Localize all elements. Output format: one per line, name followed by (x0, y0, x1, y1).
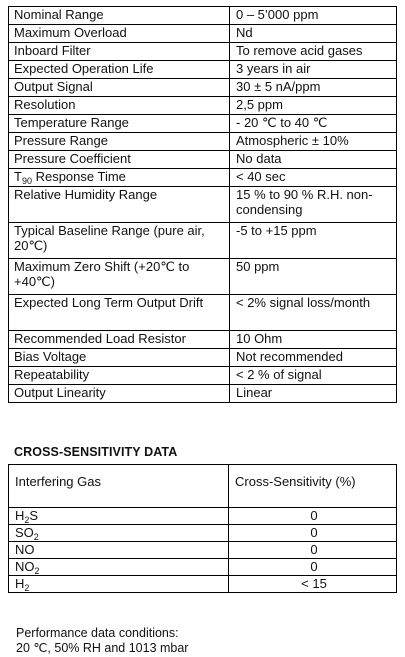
spec-label: Relative Humidity Range (9, 187, 230, 223)
spec-row (9, 7, 397, 25)
gas-formula: SO (15, 525, 34, 540)
spec-row (9, 61, 397, 79)
header-cross-sensitivity: Cross-Sensitivity (%) (229, 465, 397, 508)
spec-label-subscript: 90 (21, 176, 32, 186)
spec-label: Inboard Filter (9, 43, 230, 61)
spec-row (9, 259, 397, 295)
spec-label: Recommended Load Resistor (9, 331, 230, 349)
spec-value: No data (230, 151, 397, 169)
gas-formula: NO (15, 559, 35, 574)
notes-line-2: 20 ℃, 50% RH and 1013 mbar (16, 641, 189, 655)
spec-value: - 20 ℃ to 40 ℃ (230, 115, 397, 133)
spec-value: < 2 % of signal (230, 367, 397, 385)
spec-row (9, 43, 397, 61)
spec-value: 50 ppm (230, 259, 397, 295)
spec-label: Expected Long Term Output Drift (9, 295, 230, 331)
spec-row (9, 367, 397, 385)
gas-subscript: 2 (24, 583, 30, 593)
spec-label: Pressure Range (9, 133, 230, 151)
spec-row (9, 25, 397, 43)
spec-row (9, 97, 397, 115)
spec-label: Pressure Coefficient (9, 151, 230, 169)
spec-value: To remove acid gases (230, 43, 397, 61)
spec-label: Nominal Range (9, 7, 230, 25)
spec-label (9, 169, 230, 187)
cross-sensitivity-value: < 15 (229, 576, 397, 593)
spec-value: 2,5 ppm (230, 97, 397, 115)
spec-label-main: T (14, 169, 22, 184)
gas-subscript: 2 (33, 532, 39, 542)
spec-row (9, 169, 397, 187)
spec-label: Bias Voltage (9, 349, 230, 367)
cross-sensitivity-value: 0 (229, 508, 397, 525)
notes-line-1: Performance data conditions: (16, 626, 179, 640)
spec-row (9, 151, 397, 169)
spec-row (9, 349, 397, 367)
spec-value: 3 years in air (230, 61, 397, 79)
cross-sensitivity-value: 0 (229, 542, 397, 559)
spec-value: -5 to +15 ppm (230, 223, 397, 259)
spec-value: < 2% signal loss/month (230, 295, 397, 331)
spec-value: 15 % to 90 % R.H. non-condensing (230, 187, 397, 223)
spec-label: Temperature Range (9, 115, 230, 133)
spec-label: Maximum Overload (9, 25, 230, 43)
spec-row (9, 331, 397, 349)
table-row (9, 576, 397, 593)
header-interfering-gas: Interfering Gas (9, 465, 229, 508)
gas-name (9, 576, 229, 593)
spec-row (9, 187, 397, 223)
table-header-row (9, 465, 397, 508)
spec-label: Maximum Zero Shift (+20℃ to +40℃) (9, 259, 230, 295)
table-row (9, 542, 397, 559)
spec-label-rest: Response Time (31, 169, 126, 184)
spec-value: 30 ± 5 nA/ppm (230, 79, 397, 97)
gas-name (9, 508, 229, 525)
performance-notes (16, 626, 188, 656)
spec-label: Repeatability (9, 367, 230, 385)
spec-row (9, 115, 397, 133)
spec-row (9, 295, 397, 331)
spec-row (9, 133, 397, 151)
section-title: CROSS-SENSITIVITY DATA (14, 445, 178, 459)
table-row (9, 525, 397, 542)
gas-formula-rest: S (29, 508, 39, 523)
spec-row (9, 223, 397, 259)
spec-row (9, 385, 397, 403)
spec-value: 10 Ohm (230, 331, 397, 349)
cross-sensitivity-value: 0 (229, 525, 397, 542)
spec-value: Linear (230, 385, 397, 403)
spec-value: < 40 sec (230, 169, 397, 187)
gas-subscript: 2 (34, 566, 40, 576)
spec-value: Not recommended (230, 349, 397, 367)
table-row (9, 559, 397, 576)
gas-formula: H (15, 576, 25, 591)
specifications-table (8, 6, 397, 403)
spec-value: 0 – 5’000 ppm (230, 7, 397, 25)
gas-name (9, 559, 229, 576)
spec-label: Typical Baseline Range (pure air, 20℃) (9, 223, 230, 259)
cross-sensitivity-table (8, 464, 397, 593)
spec-label: Output Signal (9, 79, 230, 97)
gas-name (9, 542, 229, 559)
spec-value: Atmospheric ± 10% (230, 133, 397, 151)
spec-label: Expected Operation Life (9, 61, 230, 79)
cross-sensitivity-value: 0 (229, 559, 397, 576)
spec-row (9, 79, 397, 97)
gas-name (9, 525, 229, 542)
gas-formula: H (15, 508, 25, 523)
table-row (9, 508, 397, 525)
spec-label: Output Linearity (9, 385, 230, 403)
gas-subscript: 2 (24, 515, 30, 525)
spec-label: Resolution (9, 97, 230, 115)
gas-formula: NO (15, 542, 35, 557)
spec-value: Nd (230, 25, 397, 43)
